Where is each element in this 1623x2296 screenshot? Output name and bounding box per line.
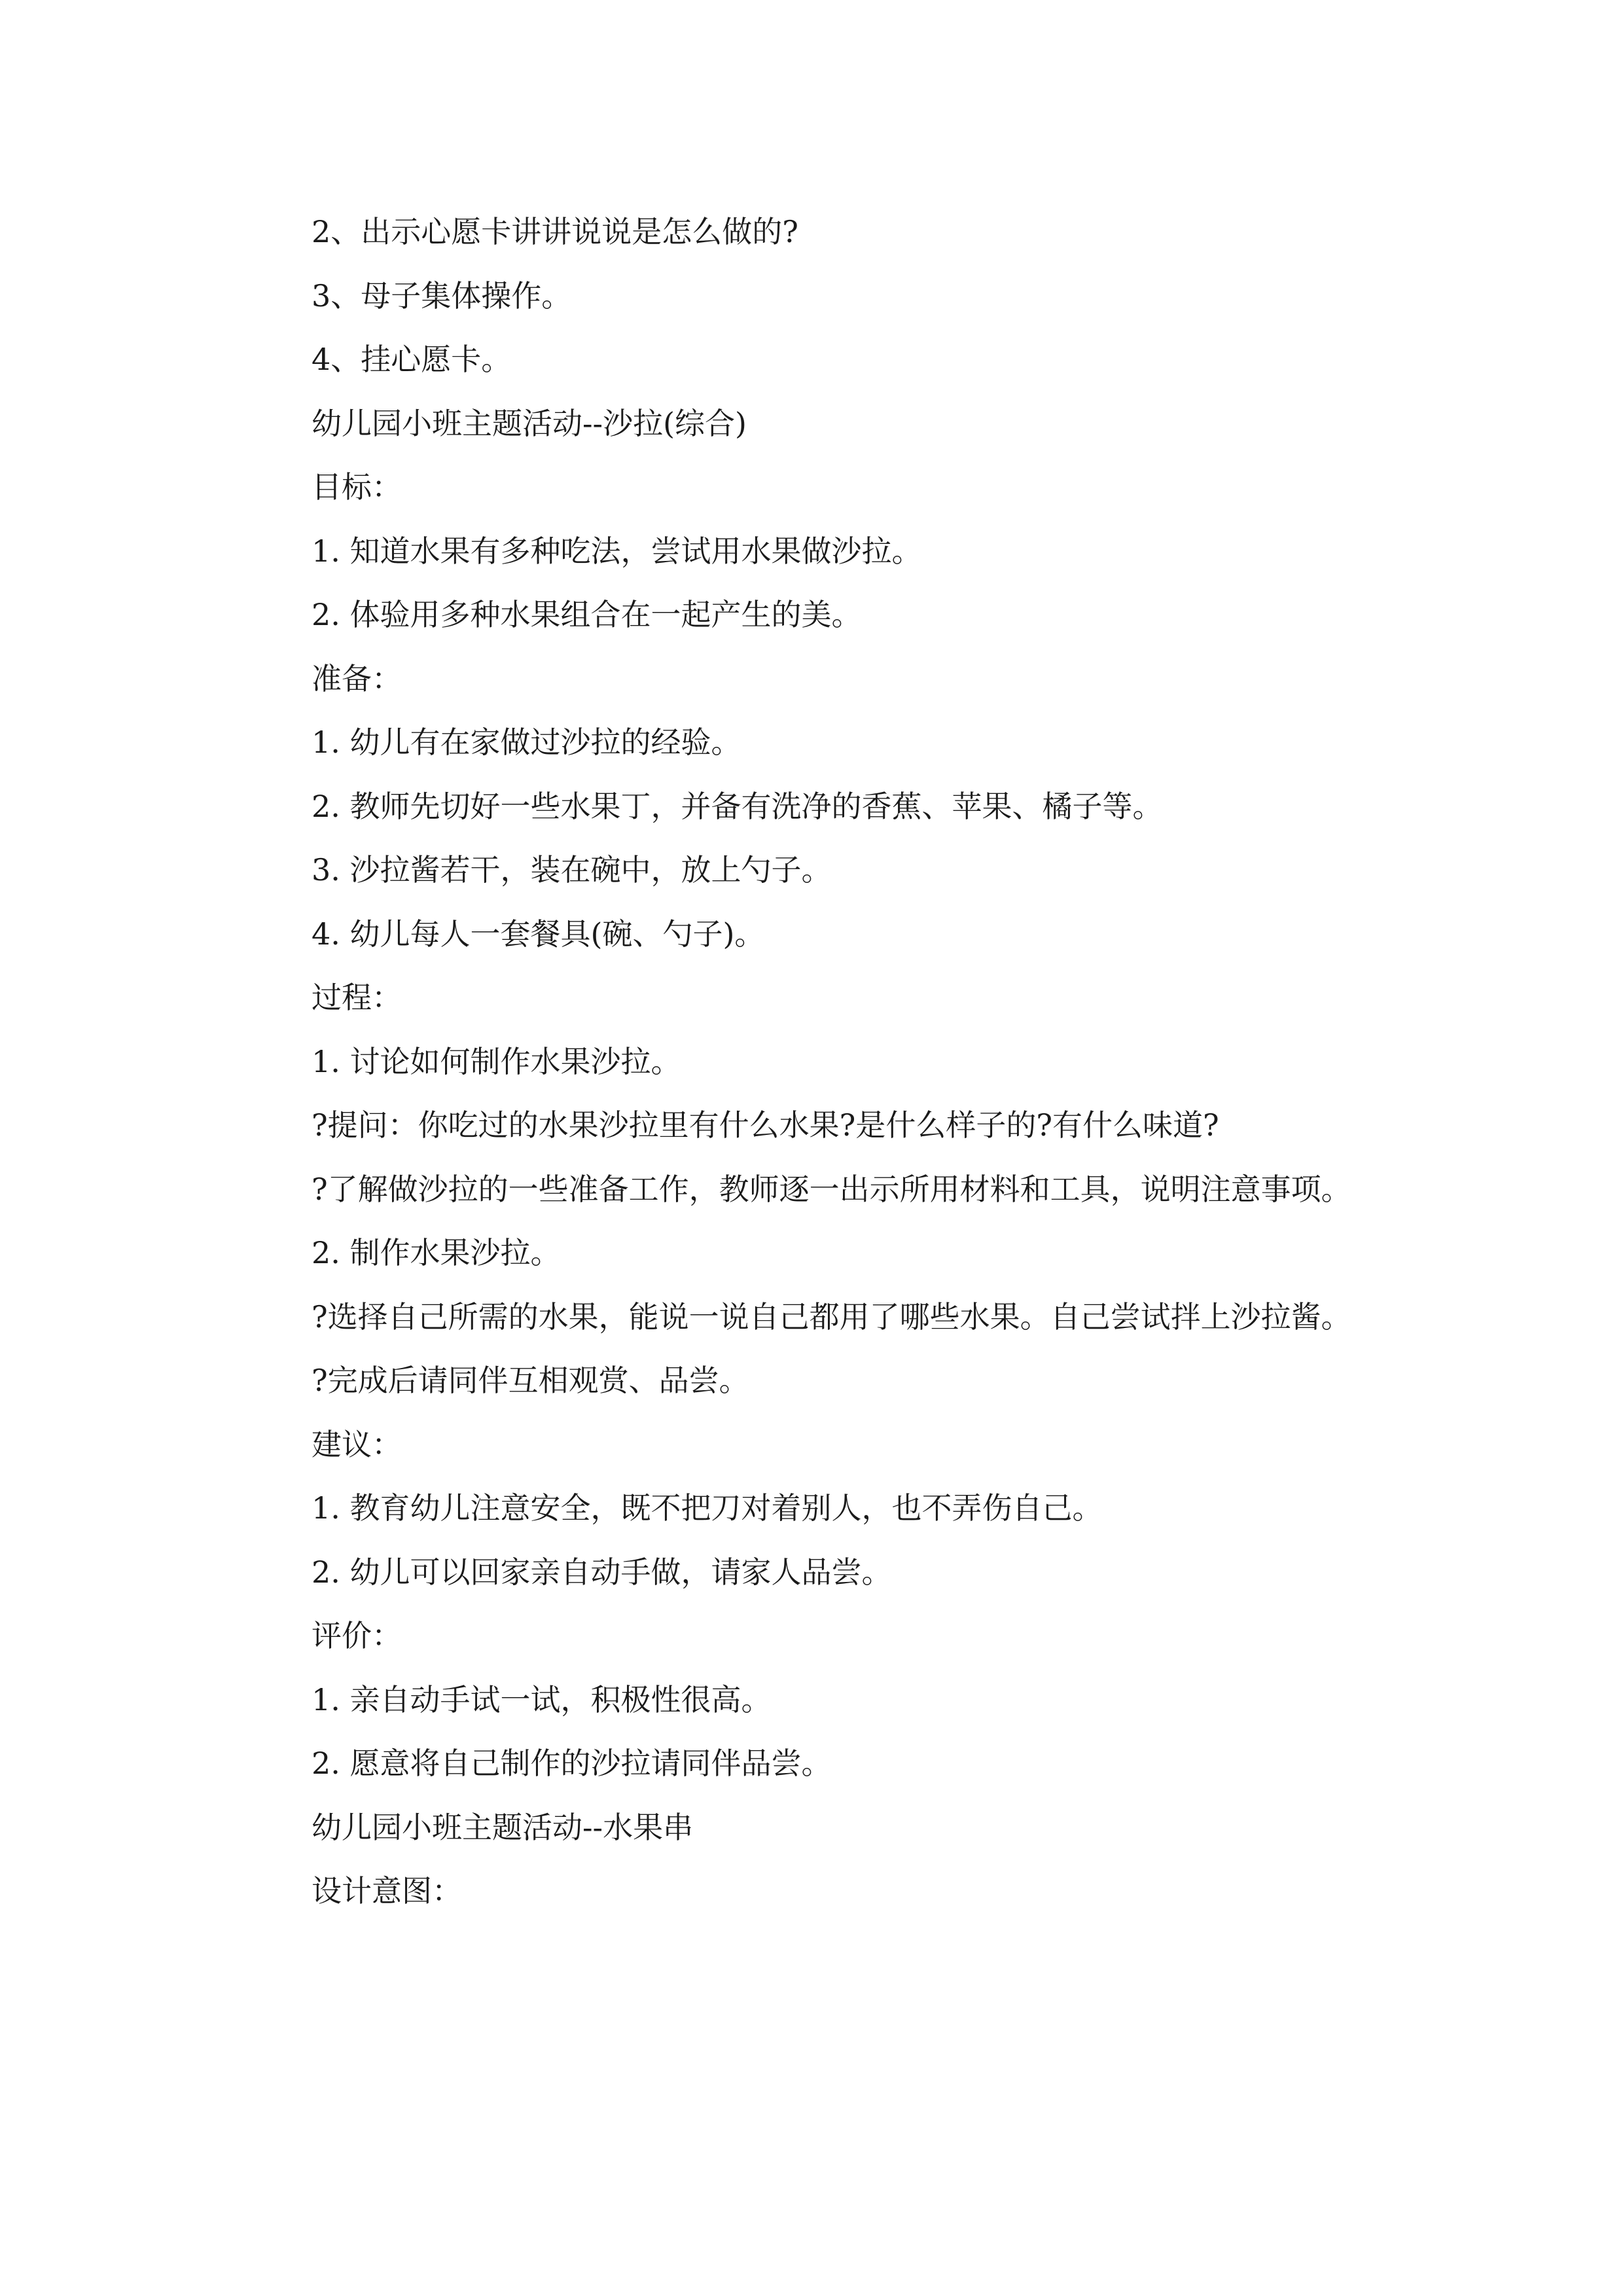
section-heading: 建议： xyxy=(312,1426,402,1462)
text-line: 2. 体验用多种水果组合在一起产生的美。 xyxy=(312,597,862,632)
text-line: 1. 知道水果有多种吃法，尝试用水果做沙拉。 xyxy=(312,533,922,569)
section-heading: 目标： xyxy=(312,469,402,505)
text-line: 1. 亲自动手试一试，积极性很高。 xyxy=(312,1681,772,1717)
section-title: 幼儿园小班主题活动--水果串 xyxy=(312,1809,694,1845)
text-paragraph: ?了解做沙拉的一些准备工作，教师逐一出示所用材料和工具，说明注意事项。 xyxy=(312,1171,1351,1207)
text-line: 1. 讨论如何制作水果沙拉。 xyxy=(312,1043,681,1079)
section-heading: 评价： xyxy=(312,1618,402,1653)
text-line: 1. 幼儿有在家做过沙拉的经验。 xyxy=(312,725,741,760)
text-paragraph: ?选择自己所需的水果，能说一说自己都用了哪些水果。自己尝试拌上沙拉酱。 xyxy=(312,1299,1351,1335)
document-body xyxy=(246,200,1387,1924)
text-line: 1. 教育幼儿注意安全，既不把刀对着别人，也不弄伤自己。 xyxy=(312,1490,1103,1526)
section-heading: 准备： xyxy=(312,660,402,696)
text-line: ?完成后请同伴互相观赏、品尝。 xyxy=(312,1363,749,1398)
text-line: ?提问：你吃过的水果沙拉里有什么水果?是什么样子的?有什么味道? xyxy=(312,1107,1219,1143)
text-line: 3、母子集体操作。 xyxy=(312,278,572,314)
section-heading: 过程： xyxy=(312,980,402,1015)
text-line: 2. 制作水果沙拉。 xyxy=(312,1235,561,1270)
text-line: 2. 教师先切好一些水果丁，并备有洗净的香蕉、苹果、橘子等。 xyxy=(312,788,1163,824)
text-line: 3. 沙拉酱若干，装在碗中，放上勺子。 xyxy=(312,852,832,888)
text-line: 4. 幼儿每人一套餐具(碗、勺子)。 xyxy=(312,916,765,952)
text-line: 2、出示心愿卡讲讲说说是怎么做的? xyxy=(312,214,798,249)
text-line: 4、挂心愿卡。 xyxy=(312,342,512,377)
section-heading: 设计意图： xyxy=(312,1873,462,1909)
section-title: 幼儿园小班主题活动--沙拉(综合) xyxy=(312,405,747,441)
text-line: 2. 愿意将自己制作的沙拉请同伴品尝。 xyxy=(312,1746,832,1781)
text-line: 2. 幼儿可以回家亲自动手做，请家人品尝。 xyxy=(312,1554,892,1590)
